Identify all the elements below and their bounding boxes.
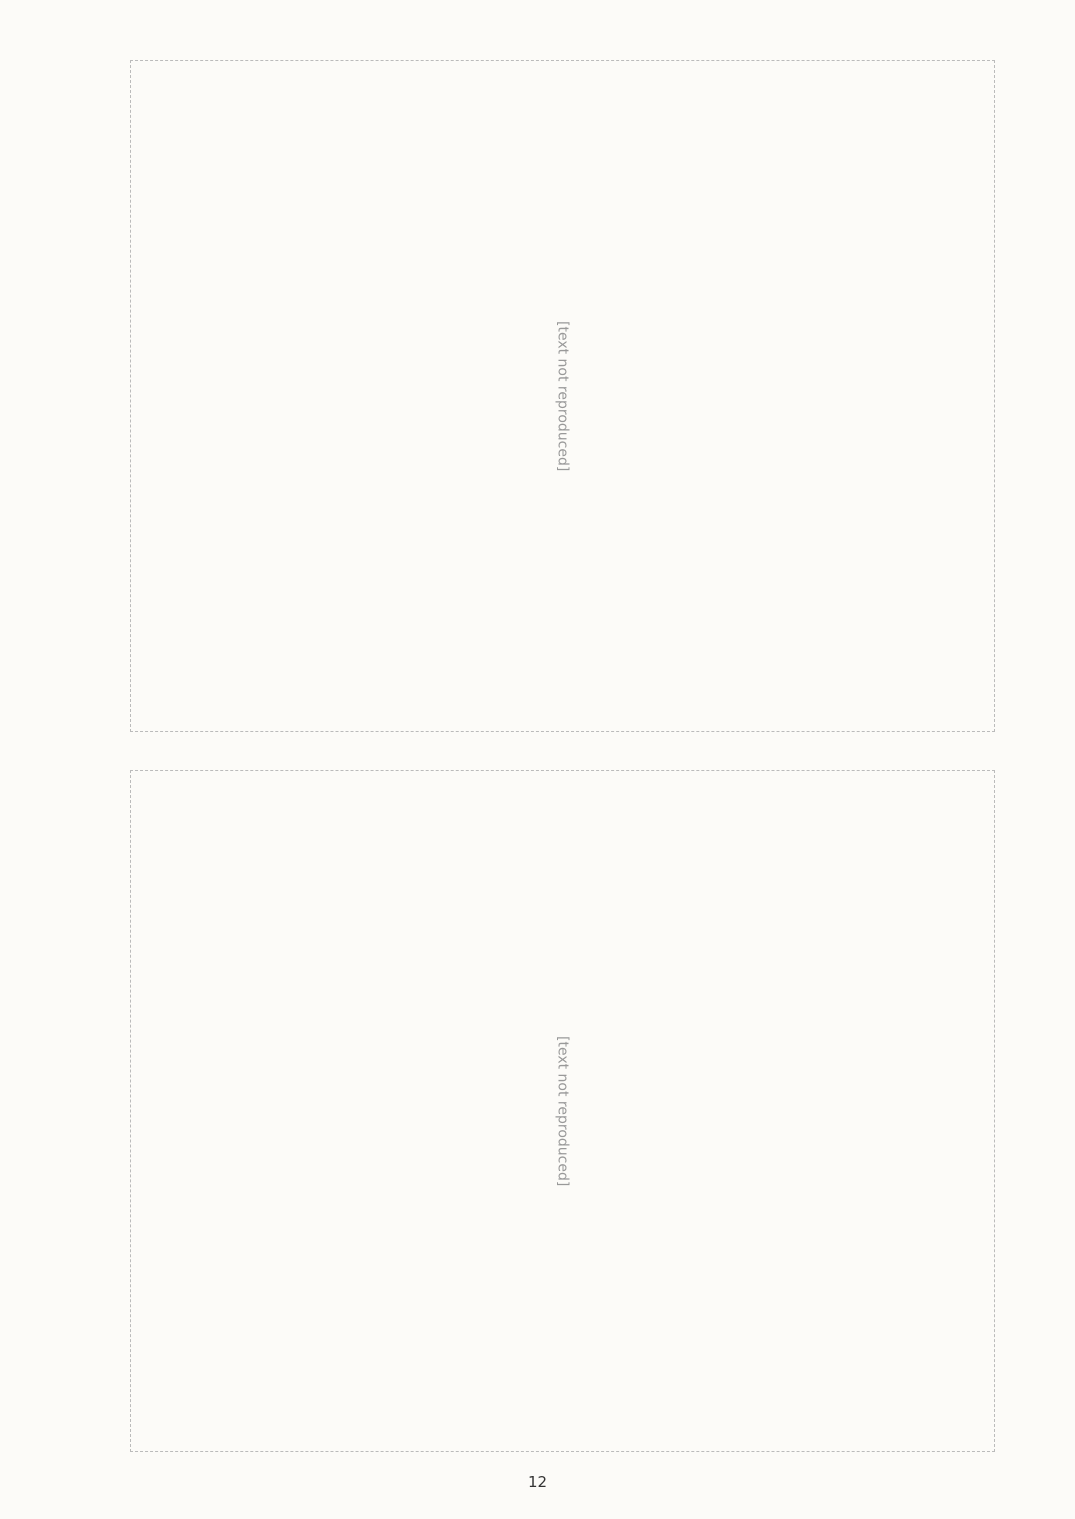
page-number: 12 (527, 1473, 548, 1491)
text-block-bottom: [text not reproduced] (130, 770, 995, 1452)
text-block-top: [text not reproduced] (130, 60, 995, 732)
